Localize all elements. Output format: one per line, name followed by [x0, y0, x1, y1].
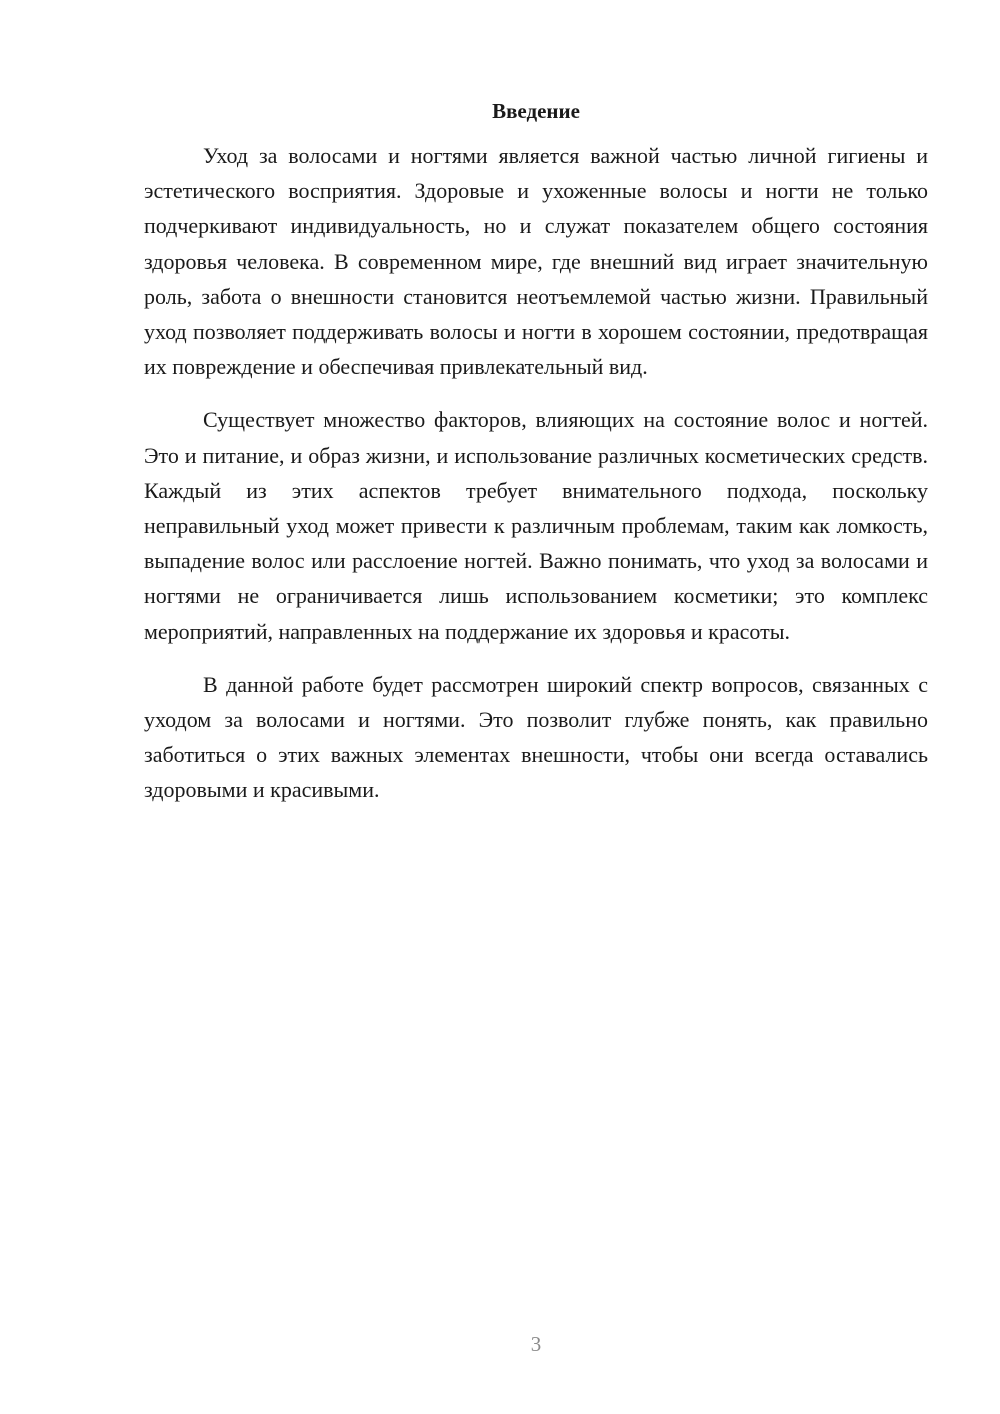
page-content — [144, 96, 928, 826]
paragraph-1: Уход за волосами и ногтями является важной частью личной гигиены и эстетического восприятия. Здоровые и ухоженные волосы и ногти не только подчеркивают индивидуальность, но и служат показателем общего состояния здоровья человека. В современном мире, где внешний вид играет значительную роль, забота о внешности становится неотъемлемой частью жизни. Правильный уход позволяет поддерживать волосы и ногти в хорошем состоянии, предотвращая их повреждение и обеспечивая привлекательный вид. — [144, 143, 928, 380]
paragraph-2: Существует множество факторов, влияющих на состояние волос и ногтей. Это и питание, и образ жизни, и использование различных косметических средств. Каждый из этих аспектов требует внимательного подхода, поскольку неправильный уход может привести к различным проблемам, таким как ломкость, выпадение волос или расслоение ногтей. Важно понимать, что уход за волосами и ногтями не ограничивается лишь использованием косметики; это комплекс мероприятий, направленных на поддержание их здоровья и красоты. — [144, 407, 928, 644]
paragraph-3: В данной работе будет рассмотрен широкий спектр вопросов, связанных с уходом за волосами и ногтями. Это позволит глубже понять, как правильно заботиться о этих важных элементах внешности, чтобы они всегда оставались здоровыми и красивыми. — [144, 671, 928, 803]
section-heading: Введение — [492, 99, 580, 123]
page-number: 3 — [530, 1332, 542, 1356]
